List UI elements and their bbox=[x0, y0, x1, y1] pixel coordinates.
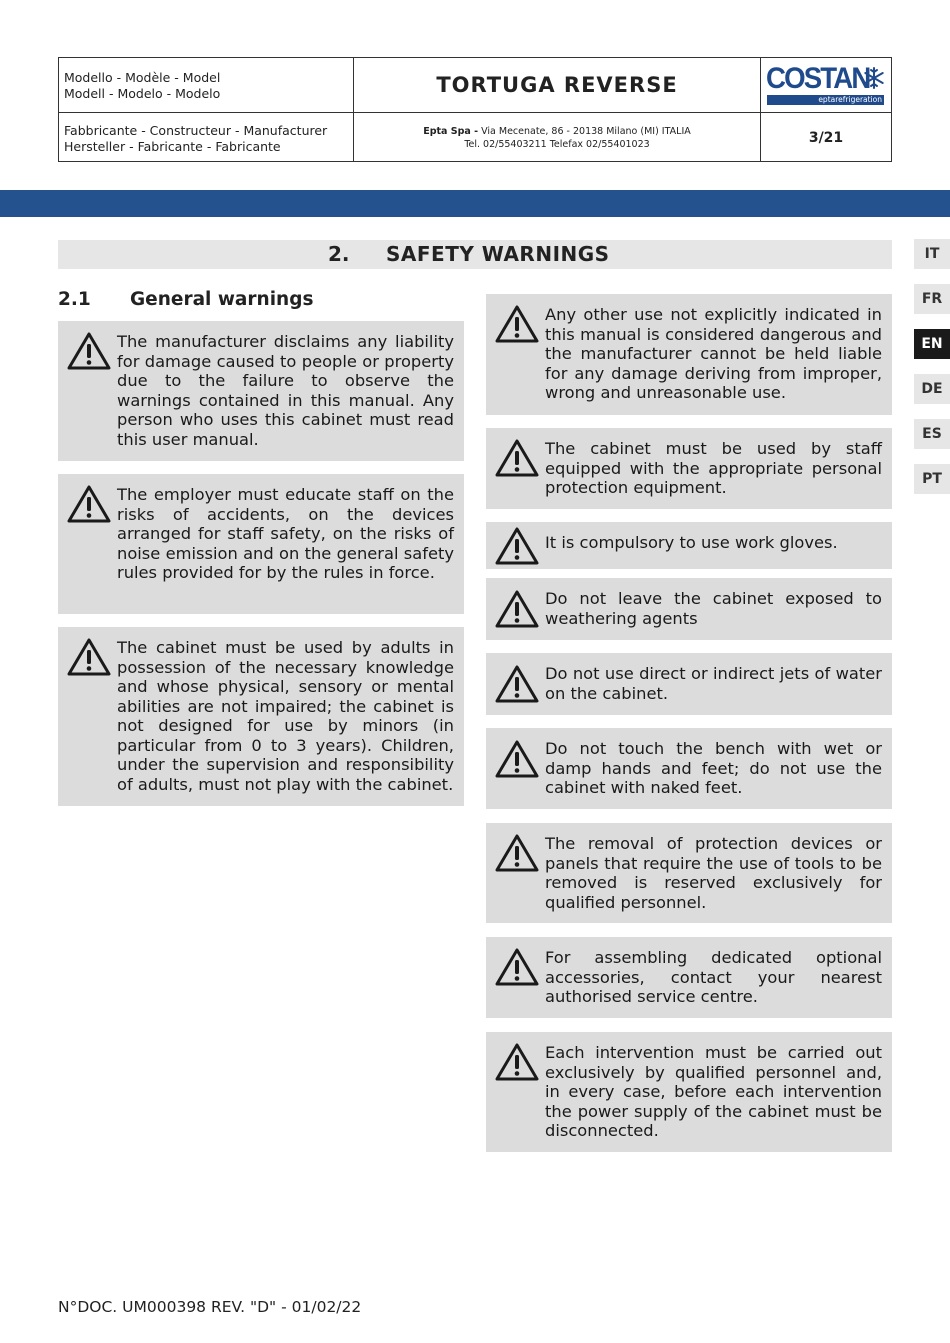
lang-tab-de[interactable]: DE bbox=[914, 374, 950, 404]
warning-text: The cabinet must be used by staff equipped with the appropriate personal protection equipment. bbox=[545, 439, 882, 497]
warning-text: Do not touch the bench with wet or damp hands and feet; do not use the cabinet with naked feet. bbox=[545, 739, 882, 797]
warning-box bbox=[486, 937, 892, 1018]
warning-box bbox=[486, 578, 892, 640]
manufacturer-label-line-2: Hersteller - Fabricante - Fabricante bbox=[64, 139, 281, 154]
warning-triangle-icon bbox=[494, 526, 540, 566]
warning-box bbox=[58, 627, 464, 806]
manufacturer-label bbox=[64, 123, 327, 155]
section-title bbox=[58, 240, 892, 269]
snowflake-icon bbox=[863, 67, 885, 89]
lang-tab-it[interactable]: IT bbox=[914, 239, 950, 269]
manufacturer-label-line-1: Fabbricante - Constructeur - Manufacturer bbox=[64, 123, 328, 138]
warning-text: The employer must educate staff on the risks of accidents, on the devices arranged for staff safety, on the risks of noise emission and on the general safety rules provided for by the rules in force. bbox=[117, 485, 454, 582]
section-number: 2. bbox=[328, 242, 350, 266]
warning-triangle-icon bbox=[494, 1042, 540, 1082]
warning-triangle-icon bbox=[494, 664, 540, 704]
page-number: 3/21 bbox=[808, 130, 844, 146]
warning-triangle-icon bbox=[66, 331, 112, 371]
warning-box bbox=[486, 1032, 892, 1152]
warning-box bbox=[486, 522, 892, 569]
warning-triangle-icon bbox=[494, 438, 540, 478]
company-name: Epta Spa - bbox=[423, 126, 479, 137]
costan-logo bbox=[766, 64, 887, 106]
warning-text: The manufacturer disclaims any liability for damage caused to people or property due to the failure to observe the warnings contained in this manual. Any person who uses this cabinet must read this user manual. bbox=[117, 332, 454, 449]
subsection-number: 2.1 bbox=[58, 289, 91, 310]
lang-tab-fr[interactable]: FR bbox=[914, 284, 950, 314]
header-band bbox=[0, 190, 950, 217]
warning-text: Do not leave the cabinet exposed to weathering agents bbox=[545, 589, 882, 628]
warning-text: The cabinet must be used by adults in possession of the necessary knowledge and whose physical, sensory or mental abilities are not impaired; the cabinet is not designed for use by minors (in particular from 0 to 3 years). Children, under the supervision and responsibility of adults, must not play with the cabinet. bbox=[117, 638, 454, 794]
company-info bbox=[354, 126, 760, 151]
warning-box bbox=[58, 474, 464, 614]
section-title-text: SAFETY WARNINGS bbox=[386, 242, 610, 266]
logo-subtext: eptarefrigeration bbox=[818, 95, 882, 104]
lang-tab-es[interactable]: ES bbox=[914, 419, 950, 449]
company-address: Via Mecenate, 86 - 20138 Milano (MI) ITALIA bbox=[478, 126, 691, 137]
warning-box bbox=[486, 428, 892, 509]
warning-text: Do not use direct or indirect jets of water on the cabinet. bbox=[545, 664, 882, 703]
company-phone: Tel. 02/55403211 Telefax 02/55401023 bbox=[464, 138, 650, 150]
document-reference: N°DOC. UM000398 REV. "D" - 01/02/22 bbox=[58, 1298, 362, 1316]
warning-triangle-icon bbox=[494, 739, 540, 779]
company-address-line bbox=[354, 126, 760, 139]
subsection-title-text: General warnings bbox=[130, 289, 314, 310]
warning-triangle-icon bbox=[494, 833, 540, 873]
warning-box bbox=[486, 823, 892, 923]
warning-triangle-icon bbox=[494, 947, 540, 987]
warning-triangle-icon bbox=[494, 589, 540, 629]
warning-text: The removal of protection devices or panels that require the use of tools to be removed is reserved exclusively for qualified personnel. bbox=[545, 834, 882, 912]
model-label-line-1: Modello - Modèle - Model bbox=[64, 70, 221, 85]
divider bbox=[59, 112, 891, 113]
warning-box bbox=[486, 294, 892, 415]
product-title: TORTUGA REVERSE bbox=[436, 73, 678, 97]
warning-box bbox=[58, 321, 464, 461]
warning-box bbox=[486, 653, 892, 715]
model-label-line-2: Modell - Modelo - Modelo bbox=[64, 86, 221, 101]
lang-tab-pt[interactable]: PT bbox=[914, 464, 950, 494]
lang-tab-en[interactable]: EN bbox=[914, 329, 950, 359]
document-header bbox=[58, 57, 892, 162]
warning-triangle-icon bbox=[66, 637, 112, 677]
model-label bbox=[64, 70, 220, 102]
warning-triangle-icon bbox=[66, 484, 112, 524]
warning-text: It is compulsory to use work gloves. bbox=[545, 533, 838, 552]
warning-box bbox=[486, 728, 892, 809]
warning-text: Any other use not explicitly indicated in this manual is considered dangerous and the manufacturer cannot be held liable for any damage deriving from improper, wrong and unreasonable use. bbox=[545, 305, 882, 402]
logo-text: COSTAN bbox=[766, 62, 870, 95]
warning-text: For assembling dedicated optional accessories, contact your nearest authorised service centre. bbox=[545, 948, 882, 1006]
warning-triangle-icon bbox=[494, 304, 540, 344]
warning-text: Each intervention must be carried out exclusively by qualified personnel and, in every case, before each intervention the power supply of the cabinet must be disconnected. bbox=[545, 1043, 882, 1140]
